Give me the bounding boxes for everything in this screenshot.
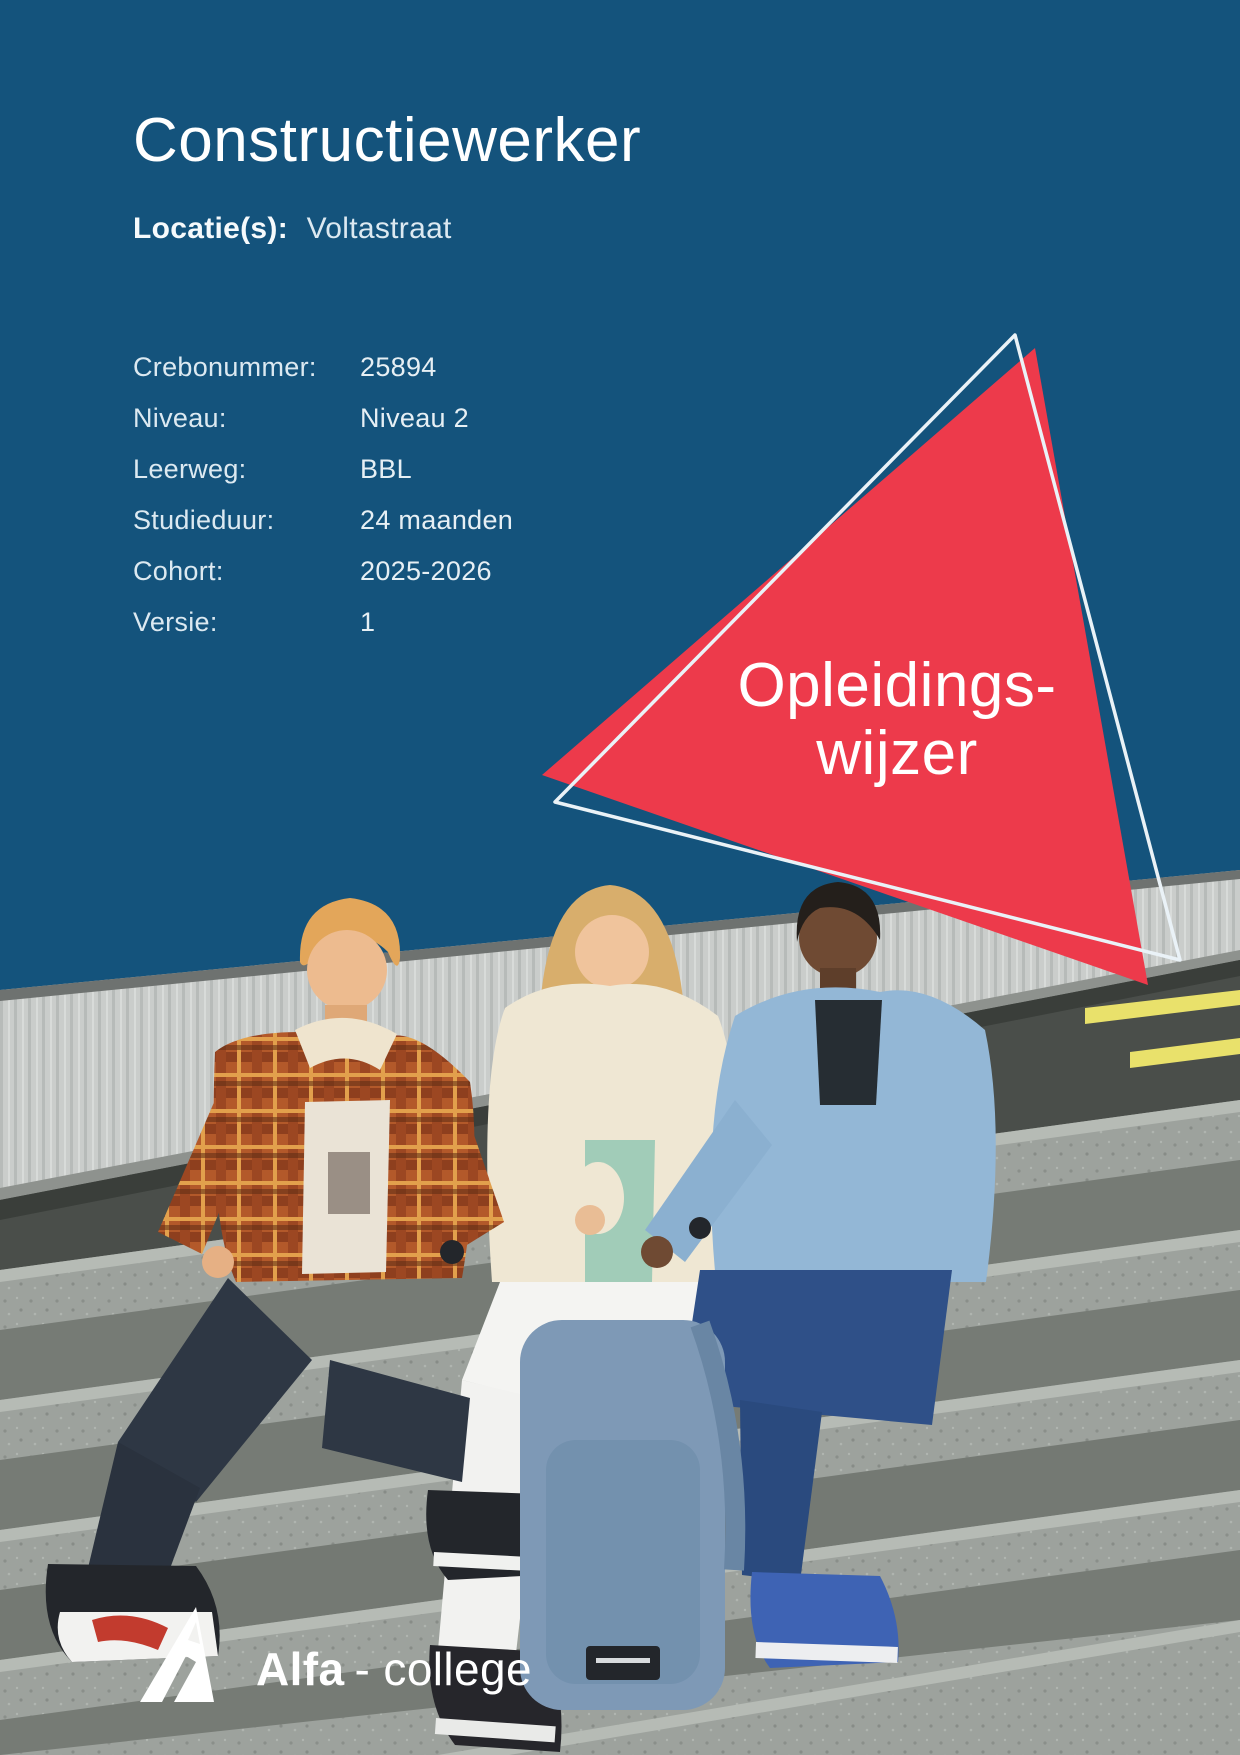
location-value: Voltastraat xyxy=(306,212,452,245)
meta-label: Crebonummer: xyxy=(133,352,317,382)
meta-value: 1 xyxy=(360,607,376,637)
logo-brand-bold: Alfa xyxy=(256,1643,345,1695)
meta-label: Leerweg: xyxy=(133,454,247,484)
meta-row-versie xyxy=(133,597,513,648)
meta-value: 25894 xyxy=(360,352,437,382)
meta-value: 2025-2026 xyxy=(360,556,492,586)
meta-label: Cohort: xyxy=(133,556,224,586)
badge-line-2: wijzer xyxy=(816,719,978,788)
meta-label: Studieduur: xyxy=(133,505,275,535)
meta-row-niveau xyxy=(133,393,513,444)
alfa-college-logo xyxy=(256,1642,532,1696)
meta-table xyxy=(133,342,513,648)
location-line xyxy=(133,212,452,246)
meta-value: BBL xyxy=(360,454,412,484)
meta-row-cohort xyxy=(133,546,513,597)
meta-value: Niveau 2 xyxy=(360,403,469,433)
meta-row-leerweg xyxy=(133,444,513,495)
meta-value: 24 maanden xyxy=(360,505,514,535)
meta-label: Versie: xyxy=(133,607,218,637)
meta-label: Niveau: xyxy=(133,403,227,433)
meta-row-studieduur xyxy=(133,495,513,546)
location-label: Locatie(s): xyxy=(133,212,288,245)
meta-row-crebonummer xyxy=(133,342,513,393)
page-title: Constructiewerker xyxy=(133,106,642,175)
opleidingswijzer-badge xyxy=(737,652,1056,788)
badge-line-1: Opleidings- xyxy=(737,651,1057,720)
logo-brand-light: - college xyxy=(354,1643,532,1695)
alfa-logo-icon xyxy=(136,1604,236,1704)
